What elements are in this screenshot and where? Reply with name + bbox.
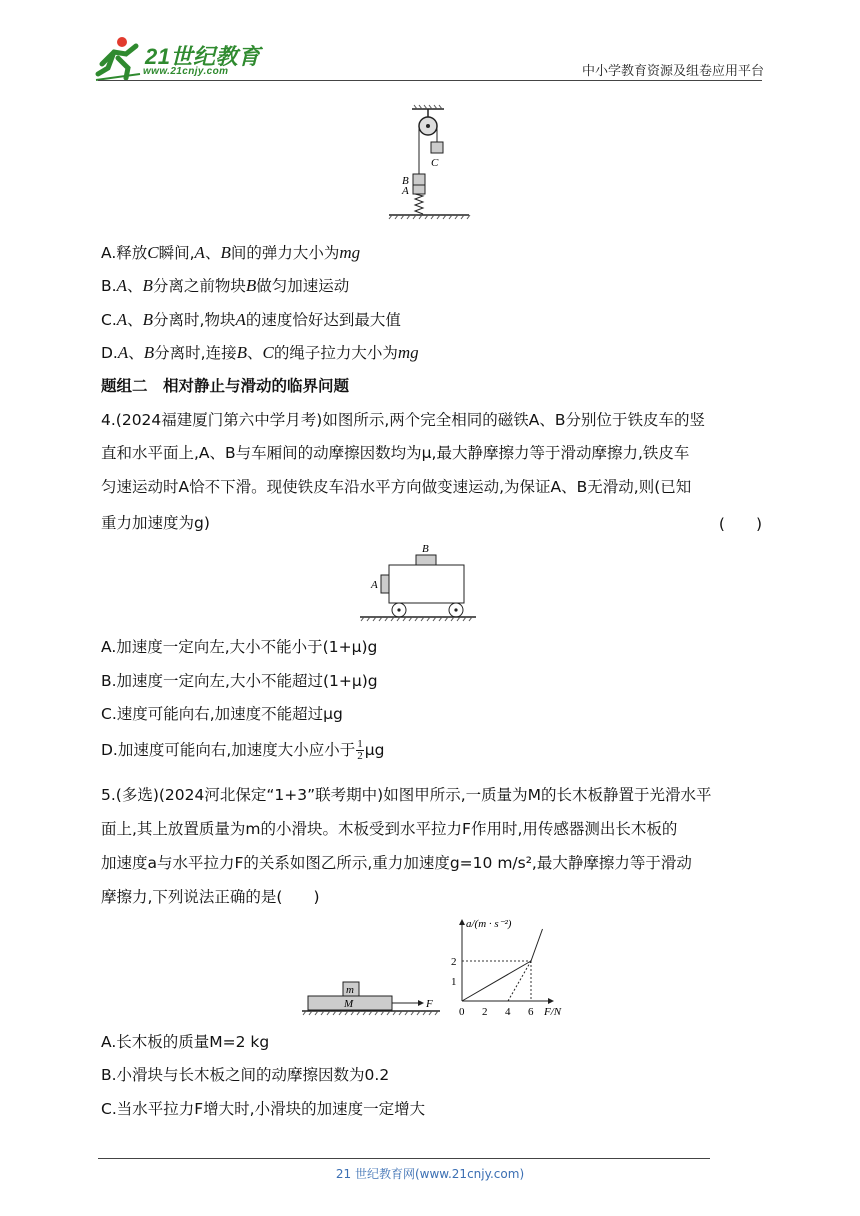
a-f-chart [440,915,580,1020]
q3-option-c: C.A、B分离时,物块A的速度恰好达到最大值 [101,310,401,329]
chart-y-axis-label: a/(m · s⁻²) [466,918,512,930]
q4-option-a: A.加速度一定向左,大小不能小于(1+μ)g [101,638,378,656]
q5-option-b: B.小滑块与长木板之间的动摩擦因数为0.2 [101,1066,390,1084]
platform-title: 中小学教育资源及组卷应用平台 [581,64,764,79]
cart-label-b: B [422,543,429,555]
q5-stem-line1: 5.(多选)(2024河北保定“1+3”联考期中)如图甲所示,一质量为M的长木板静置于光滑水平 [101,786,712,804]
q5-stem-line2: 面上,其上放置质量为m的小滑块。木板受到水平拉力F作用时,用传感器测出长木板的 [101,820,678,838]
pulley-label-a: A [402,185,409,197]
logo-url: www.21cnjy.com [143,66,229,77]
board-label-m: m [346,984,354,996]
pulley-label-c: C [431,157,439,169]
chart-x-tick-6: 6 [528,1006,534,1018]
chart-x-axis-label: F/N [544,1006,562,1018]
chart-y-axis-arrow [459,919,465,925]
q3-option-b: B.A、B分离之前物块B做匀加速运动 [101,276,350,295]
chart-x-tick-2: 2 [482,1006,488,1018]
chart-x-tick-0: 0 [459,1006,465,1018]
q3-option-a: A.释放C瞬间,A、B间的弹力大小为mg [101,243,361,262]
cart-label-a: A [371,579,378,591]
logo-text: 21世纪教育 [145,44,261,69]
footer-divider [98,1158,710,1159]
q4-stem-line3: 匀速运动时A恰不下滑。现使铁皮车沿水平方向做变速运动,为保证A、B无滑动,则(已知 [101,478,692,496]
chart-y-tick-1: 1 [451,976,457,988]
q4-stem-line4: 重力加速度为g) [101,514,210,532]
footer-text: 21 世纪教育网(www.21cnjy.com) [335,1167,525,1181]
q5-option-c: C.当水平拉力F增大时,小滑块的加速度一定增大 [101,1100,426,1118]
chart-series-line-3 [508,961,531,1001]
q4-option-d: D.加速度可能向右,加速度大小应小于 $\frac{1}{2}$ μg [101,738,385,762]
pulley-label-b: B [402,175,409,187]
q5-stem-line4: 摩擦力,下列说法正确的是( ) [101,888,320,906]
q4-stem-line2: 直和水平面上,A、B与车厢间的动摩擦因数均为μ,最大静摩擦力等于滑动摩擦力,铁皮车 [101,444,690,462]
cart-figure [358,540,478,626]
header-divider [98,80,762,81]
q5-option-a: A.长木板的质量M=2 kg [101,1033,270,1051]
q4-answer-brackets: ( ) [718,515,762,533]
chart-x-axis-arrow [548,998,554,1004]
q5-stem-line3: 加速度a与水平拉力F的关系如图乙所示,重力加速度g=10 m/s²,最大静摩擦力等于滑动 [101,854,692,872]
section-heading: 题组二 相对静止与滑动的临界问题 [101,377,350,395]
chart-series-line-2 [531,929,543,961]
board-label-F: F [426,998,433,1010]
pulley-figure [384,104,484,224]
q4-stem-line1: 4.(2024福建厦门第六中学月考)如图所示,两个完全相同的磁铁A、B分别位于铁皮车的竖 [101,411,705,429]
chart-x-tick-4: 4 [505,1006,511,1018]
q4-option-b: B.加速度一定向左,大小不能超过(1+μ)g [101,672,378,690]
chart-y-tick-2: 2 [451,956,457,968]
chart-series-line-1 [462,961,531,1001]
q3-option-d: D.A、B分离时,连接B、C的绳子拉力大小为mg [101,343,419,362]
board-label-M: M [344,998,354,1010]
fraction-one-half: $\frac{1}{2}$ [357,738,363,762]
board-figure [300,975,450,1023]
q4-option-c: C.速度可能向右,加速度不能超过μg [101,705,343,723]
